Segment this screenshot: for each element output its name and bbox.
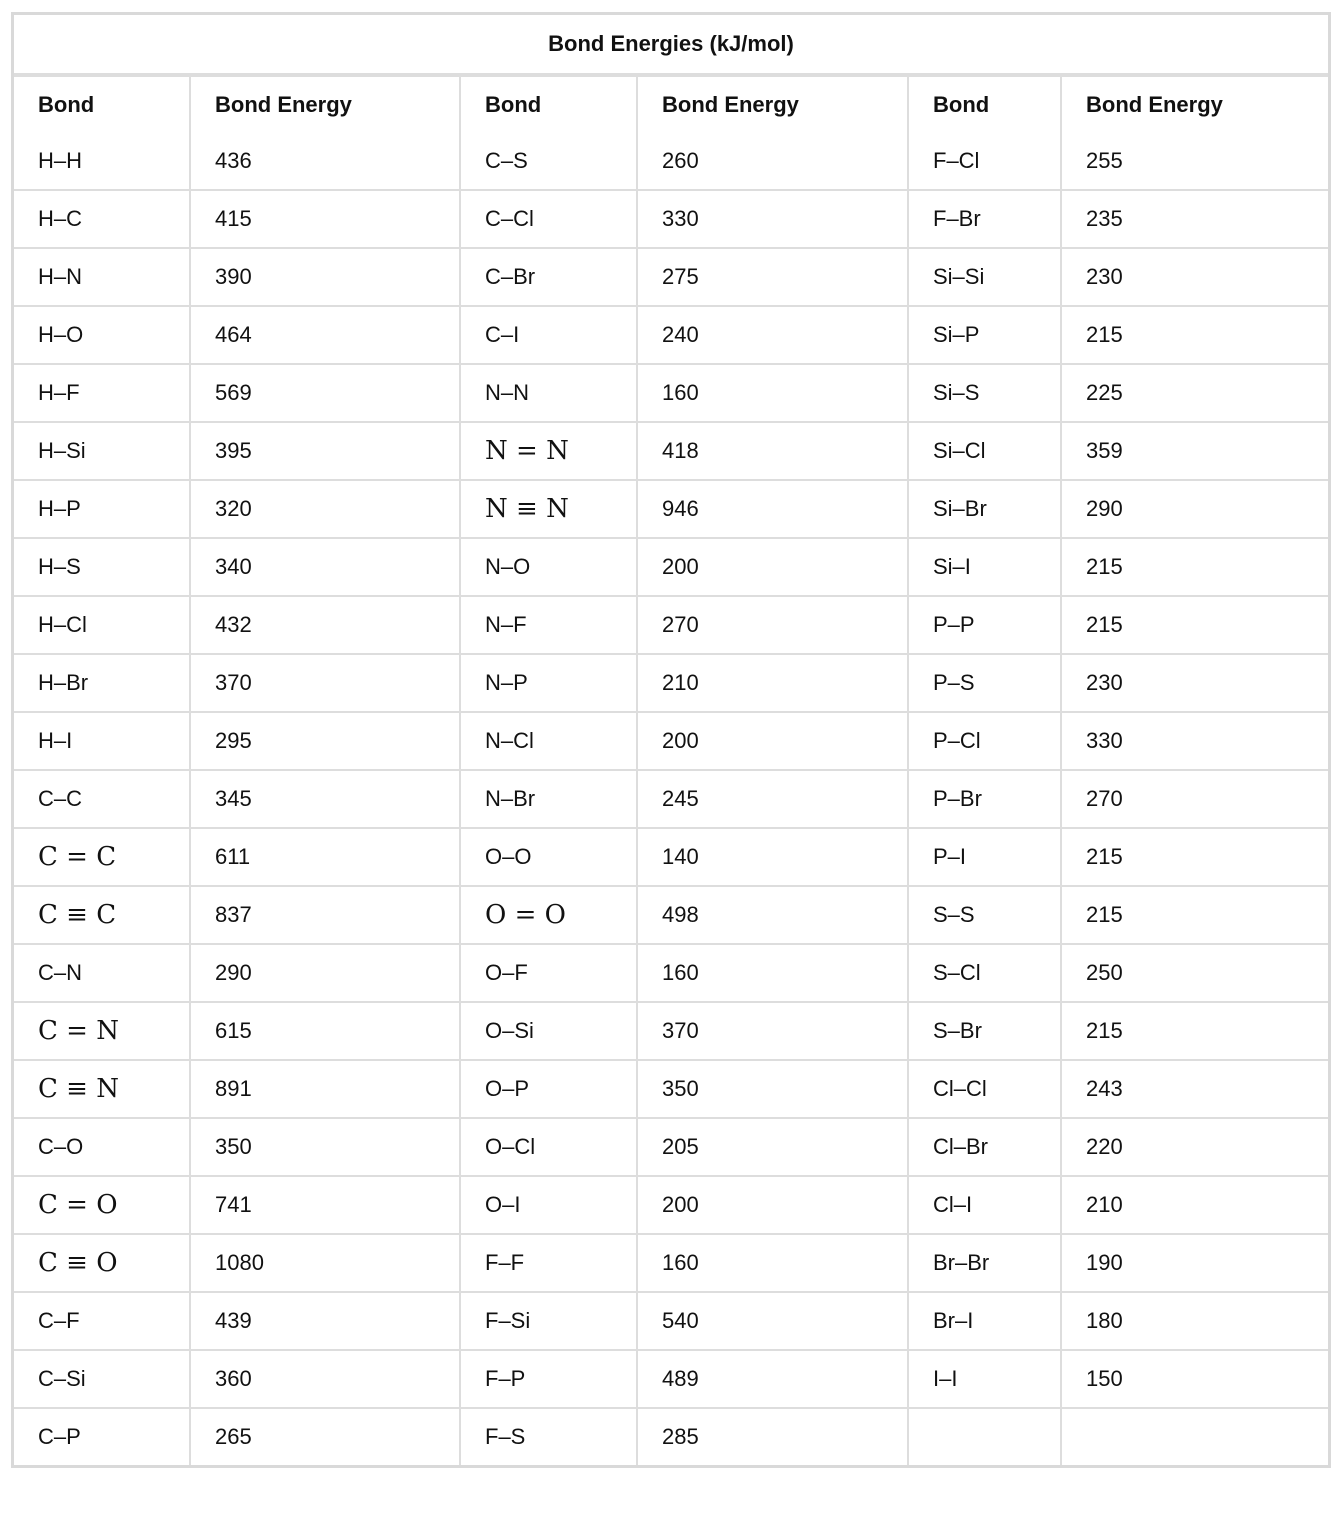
bond-cell: N–P (460, 654, 637, 712)
bond-energy-cell: 140 (637, 828, 908, 886)
column-header-bond: Bond (14, 75, 190, 133)
bond-energy-cell: 290 (1061, 480, 1328, 538)
bond-cell: H–I (14, 712, 190, 770)
bond-energy-cell: 265 (190, 1408, 460, 1465)
table-row (14, 248, 1328, 306)
bond-cell: Cl–Br (908, 1118, 1061, 1176)
bond-energy-cell: 340 (190, 538, 460, 596)
bond-cell: N–N (460, 364, 637, 422)
bond-cell: O–Si (460, 1002, 637, 1060)
bond-cell: F–P (460, 1350, 637, 1408)
bond-energy-cell: 946 (637, 480, 908, 538)
bond-energy-cell: 235 (1061, 190, 1328, 248)
bond-cell: O–P (460, 1060, 637, 1118)
bond-energy-cell: 215 (1061, 538, 1328, 596)
bond-energy-cell: 436 (190, 133, 460, 190)
table-row (14, 1002, 1328, 1060)
bond-cell: O–O (460, 828, 637, 886)
bond-cell: P–P (908, 596, 1061, 654)
bond-cell: O = O (460, 886, 637, 944)
table-row (14, 364, 1328, 422)
bond-cell: Si–I (908, 538, 1061, 596)
bond-energy-cell: 837 (190, 886, 460, 944)
column-header-bond-energy: Bond Energy (1061, 75, 1328, 133)
bond-cell: Cl–I (908, 1176, 1061, 1234)
bond-cell: Si–Cl (908, 422, 1061, 480)
bond-energy-cell: 415 (190, 190, 460, 248)
bond-cell: C–I (460, 306, 637, 364)
table-row (14, 886, 1328, 944)
bond-cell: P–S (908, 654, 1061, 712)
bond-energy-cell: 150 (1061, 1350, 1328, 1408)
table-row (14, 538, 1328, 596)
bond-energy-cell: 200 (637, 538, 908, 596)
table-row (14, 1234, 1328, 1292)
bond-energy-cell: 330 (637, 190, 908, 248)
bond-energy-cell: 260 (637, 133, 908, 190)
bond-energy-cell: 270 (637, 596, 908, 654)
bond-energy-cell: 741 (190, 1176, 460, 1234)
table-row (14, 1060, 1328, 1118)
bond-energy-cell: 215 (1061, 886, 1328, 944)
bond-cell: F–F (460, 1234, 637, 1292)
bond-energy-table (14, 15, 1328, 1465)
bond-energy-cell: 350 (637, 1060, 908, 1118)
bond-energy-cell: 243 (1061, 1060, 1328, 1118)
table-body (14, 133, 1328, 1465)
bond-energy-cell: 569 (190, 364, 460, 422)
bond-energy-cell: 360 (190, 1350, 460, 1408)
bond-cell: Si–Si (908, 248, 1061, 306)
bond-cell: C–Br (460, 248, 637, 306)
table-header-row (14, 75, 1328, 133)
table-row (14, 770, 1328, 828)
bond-cell: H–C (14, 190, 190, 248)
bond-energy-cell: 1080 (190, 1234, 460, 1292)
bond-cell: C–F (14, 1292, 190, 1350)
bond-cell: F–Br (908, 190, 1061, 248)
column-header-bond: Bond (460, 75, 637, 133)
bond-cell: I–I (908, 1350, 1061, 1408)
bond-energy-cell: 418 (637, 422, 908, 480)
bond-cell: P–Cl (908, 712, 1061, 770)
bond-energy-cell: 489 (637, 1350, 908, 1408)
bond-energy-cell: 215 (1061, 828, 1328, 886)
table-row (14, 944, 1328, 1002)
bond-cell: S–Cl (908, 944, 1061, 1002)
bond-cell: O–F (460, 944, 637, 1002)
bond-cell: P–I (908, 828, 1061, 886)
bond-cell (908, 1408, 1061, 1465)
bond-energy-cell: 295 (190, 712, 460, 770)
table-row (14, 1350, 1328, 1408)
bond-energy-cell: 432 (190, 596, 460, 654)
bond-cell: N ≡ N (460, 480, 637, 538)
bond-energy-cell: 359 (1061, 422, 1328, 480)
bond-energy-cell: 330 (1061, 712, 1328, 770)
bond-energy-cell: 215 (1061, 1002, 1328, 1060)
bond-energy-cell: 250 (1061, 944, 1328, 1002)
bond-energy-cell: 891 (190, 1060, 460, 1118)
table-row (14, 596, 1328, 654)
table-row (14, 828, 1328, 886)
bond-cell: F–Cl (908, 133, 1061, 190)
bond-energy-cell: 370 (637, 1002, 908, 1060)
bond-energy-cell: 210 (637, 654, 908, 712)
bond-energy-cell: 210 (1061, 1176, 1328, 1234)
table-row (14, 480, 1328, 538)
table-title-row (14, 15, 1328, 75)
bond-cell: C = N (14, 1002, 190, 1060)
bond-cell: Si–S (908, 364, 1061, 422)
bond-cell: O–I (460, 1176, 637, 1234)
bond-energy-cell: 439 (190, 1292, 460, 1350)
bond-cell: C ≡ C (14, 886, 190, 944)
bond-energy-cell: 230 (1061, 248, 1328, 306)
bond-cell: Si–Br (908, 480, 1061, 538)
bond-energy-cell: 540 (637, 1292, 908, 1350)
bond-energy-cell: 290 (190, 944, 460, 1002)
bond-cell: C = O (14, 1176, 190, 1234)
bond-energy-cell: 345 (190, 770, 460, 828)
column-header-bond-energy: Bond Energy (637, 75, 908, 133)
bond-energy-cell: 230 (1061, 654, 1328, 712)
bond-energy-cell: 215 (1061, 596, 1328, 654)
bond-cell: H–O (14, 306, 190, 364)
bond-cell: Cl–Cl (908, 1060, 1061, 1118)
table-row (14, 1408, 1328, 1465)
table-row (14, 306, 1328, 364)
table-row (14, 133, 1328, 190)
bond-cell: H–H (14, 133, 190, 190)
bond-energy-cell: 220 (1061, 1118, 1328, 1176)
bond-cell: C–Cl (460, 190, 637, 248)
bond-cell: H–F (14, 364, 190, 422)
bond-energy-cell (1061, 1408, 1328, 1465)
table-row (14, 712, 1328, 770)
bond-energy-cell: 215 (1061, 306, 1328, 364)
bond-energy-cell: 160 (637, 364, 908, 422)
bond-energy-cell: 464 (190, 306, 460, 364)
bond-cell: C–Si (14, 1350, 190, 1408)
bond-energy-cell: 205 (637, 1118, 908, 1176)
bond-cell: H–P (14, 480, 190, 538)
table-row (14, 654, 1328, 712)
bond-cell: S–S (908, 886, 1061, 944)
bond-energy-cell: 320 (190, 480, 460, 538)
bond-energy-cell: 255 (1061, 133, 1328, 190)
bond-energy-cell: 615 (190, 1002, 460, 1060)
column-header-bond: Bond (908, 75, 1061, 133)
table-row (14, 1176, 1328, 1234)
bond-cell: C–O (14, 1118, 190, 1176)
table-row (14, 1118, 1328, 1176)
bond-energy-cell: 245 (637, 770, 908, 828)
bond-energy-cell: 395 (190, 422, 460, 480)
bond-cell: C = C (14, 828, 190, 886)
bond-energy-cell: 285 (637, 1408, 908, 1465)
bond-cell: C–C (14, 770, 190, 828)
bond-cell: N–O (460, 538, 637, 596)
bond-cell: S–Br (908, 1002, 1061, 1060)
bond-cell: Si–P (908, 306, 1061, 364)
bond-cell: P–Br (908, 770, 1061, 828)
bond-cell: H–Cl (14, 596, 190, 654)
column-header-bond-energy: Bond Energy (190, 75, 460, 133)
bond-energy-cell: 190 (1061, 1234, 1328, 1292)
bond-energy-cell: 350 (190, 1118, 460, 1176)
bond-cell: N = N (460, 422, 637, 480)
table-title: Bond Energies (kJ/mol) (14, 15, 1328, 75)
bond-cell: N–Cl (460, 712, 637, 770)
bond-energy-cell: 200 (637, 1176, 908, 1234)
bond-cell: H–S (14, 538, 190, 596)
bond-cell: C–S (460, 133, 637, 190)
bond-energy-cell: 611 (190, 828, 460, 886)
table-row (14, 1292, 1328, 1350)
bond-cell: N–Br (460, 770, 637, 828)
bond-energy-cell: 270 (1061, 770, 1328, 828)
bond-cell: F–S (460, 1408, 637, 1465)
bond-energy-cell: 160 (637, 944, 908, 1002)
bond-cell: Br–Br (908, 1234, 1061, 1292)
bond-cell: C ≡ N (14, 1060, 190, 1118)
bond-cell: C–N (14, 944, 190, 1002)
bond-energy-cell: 225 (1061, 364, 1328, 422)
bond-cell: Br–I (908, 1292, 1061, 1350)
bond-cell: H–Br (14, 654, 190, 712)
bond-cell: N–F (460, 596, 637, 654)
bond-cell: H–N (14, 248, 190, 306)
table-row (14, 190, 1328, 248)
bond-energy-cell: 390 (190, 248, 460, 306)
bond-energy-cell: 240 (637, 306, 908, 364)
bond-cell: H–Si (14, 422, 190, 480)
bond-cell: C–P (14, 1408, 190, 1465)
bond-energy-cell: 275 (637, 248, 908, 306)
bond-cell: F–Si (460, 1292, 637, 1350)
table-row (14, 422, 1328, 480)
bond-energy-cell: 370 (190, 654, 460, 712)
bond-energy-cell: 160 (637, 1234, 908, 1292)
bond-energy-cell: 180 (1061, 1292, 1328, 1350)
bond-energy-cell: 200 (637, 712, 908, 770)
bond-cell: O–Cl (460, 1118, 637, 1176)
bond-energy-table-container (11, 12, 1331, 1468)
bond-energy-cell: 498 (637, 886, 908, 944)
bond-cell: C ≡ O (14, 1234, 190, 1292)
